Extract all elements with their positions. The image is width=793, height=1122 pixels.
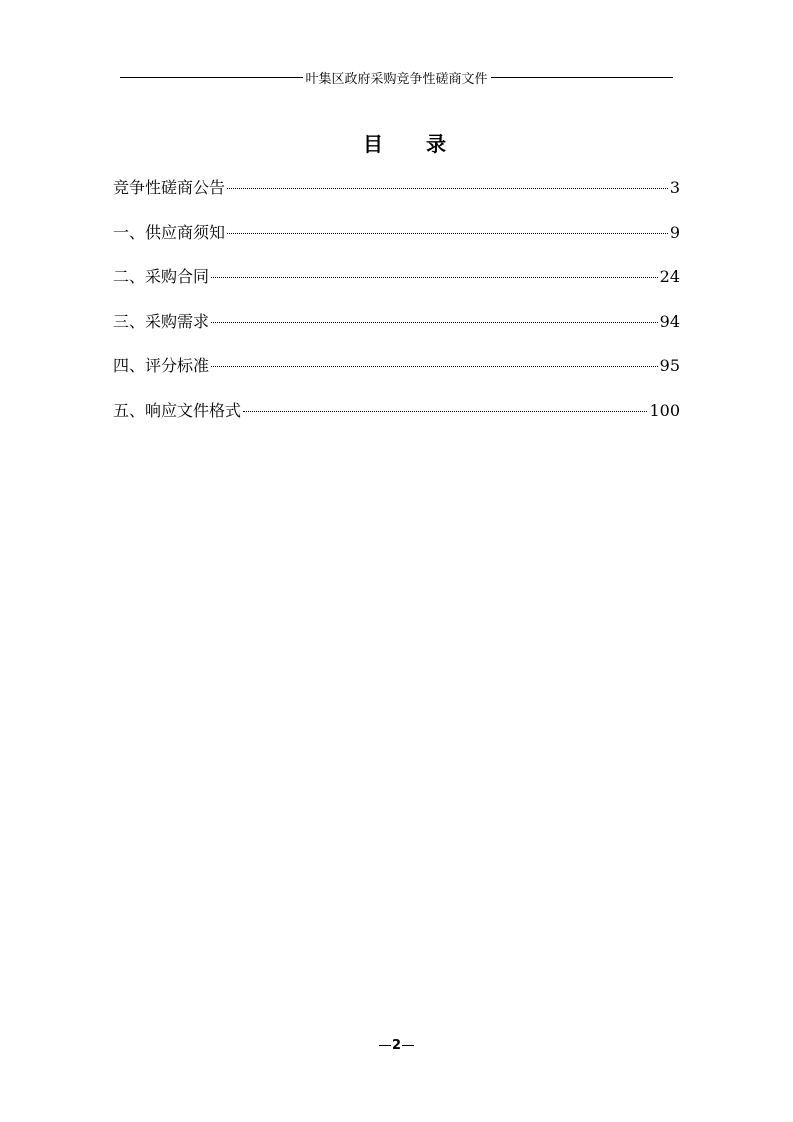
toc-entry-page: 94	[659, 311, 680, 331]
dot-leader	[227, 233, 668, 234]
dot-leader	[211, 322, 658, 323]
toc-entry-announcement[interactable]	[113, 173, 680, 218]
header-title: 叶集区政府采购竞争性磋商文件	[305, 71, 488, 87]
dot-leader	[227, 188, 668, 189]
toc-entry-label: 三、采购需求	[113, 311, 210, 331]
header-rule-right	[491, 77, 674, 78]
toc-entry-page: 24	[659, 267, 680, 286]
page-header	[120, 66, 673, 88]
toc-entry-label: 二、采购合同	[113, 267, 210, 286]
toc-entry-page: 100	[649, 400, 680, 420]
toc-title: 目 录	[363, 132, 464, 156]
toc-entry-page: 9	[669, 222, 680, 242]
page-footer	[0, 1038, 793, 1053]
toc-entry-supplier-notice[interactable]	[113, 218, 680, 263]
dot-leader	[243, 411, 647, 412]
footer-dash-right	[402, 1045, 414, 1046]
footer-dash-left	[379, 1045, 391, 1046]
toc-entry-label: 五、响应文件格式	[113, 400, 242, 420]
dot-leader	[211, 277, 658, 278]
toc-entry-scoring-criteria[interactable]	[113, 351, 680, 396]
toc-entry-page: 3	[669, 178, 680, 197]
toc-entry-page: 95	[659, 356, 680, 375]
dot-leader	[211, 366, 658, 367]
page-number: 2	[391, 1038, 402, 1053]
toc-entry-response-format[interactable]	[113, 396, 680, 441]
table-of-contents	[113, 173, 680, 440]
toc-entry-label: 四、评分标准	[113, 356, 210, 375]
toc-entry-label: 竞争性磋商公告	[113, 178, 226, 197]
header-rule-left	[120, 77, 303, 78]
toc-entry-label: 一、供应商须知	[113, 222, 226, 242]
toc-entry-procurement-contract[interactable]	[113, 262, 680, 307]
toc-entry-procurement-requirements[interactable]	[113, 307, 680, 352]
